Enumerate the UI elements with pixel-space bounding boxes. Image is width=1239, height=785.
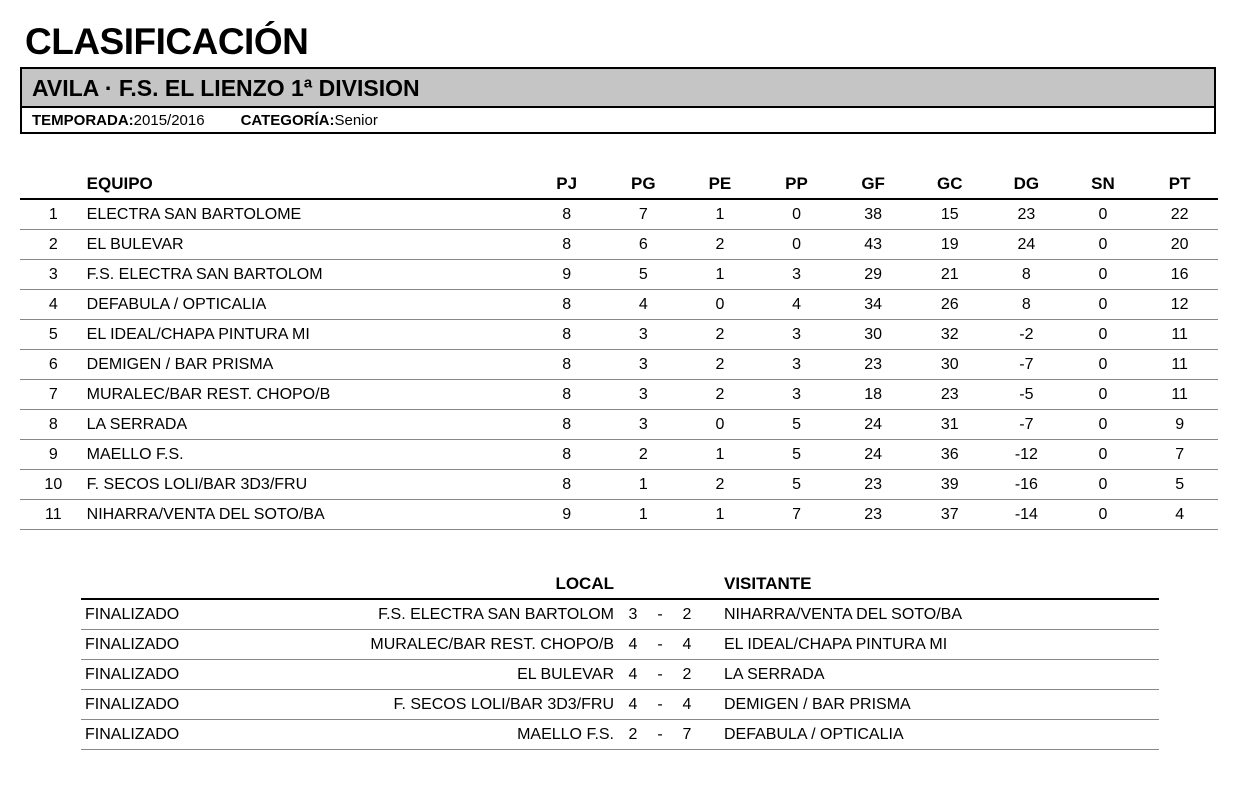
sn-cell: 0 [1065, 320, 1142, 350]
dg-cell: 23 [988, 199, 1065, 230]
visitor-team-cell: DEFABULA / OPTICALIA [706, 720, 1159, 750]
dg-cell: -5 [988, 380, 1065, 410]
status-cell: FINALIZADO [81, 630, 325, 660]
gf-cell: 30 [835, 320, 912, 350]
page-title: CLASIFICACIÓN [25, 21, 309, 62]
gf-cell: 23 [835, 500, 912, 530]
gc-cell: 21 [911, 260, 988, 290]
pe-cell: 1 [682, 440, 759, 470]
pp-cell: 3 [758, 320, 835, 350]
pt-cell: 5 [1141, 470, 1218, 500]
team-cell: ELECTRA SAN BARTOLOME [87, 199, 529, 230]
score-separator: - [652, 630, 668, 660]
visitor-score-cell: 2 [668, 599, 706, 630]
local-team-cell: F.S. ELECTRA SAN BARTOLOM [325, 599, 614, 630]
dg-cell: -16 [988, 470, 1065, 500]
dg-cell: -7 [988, 350, 1065, 380]
pe-cell: 2 [682, 350, 759, 380]
dg-cell: 8 [988, 260, 1065, 290]
table-row [20, 230, 1218, 260]
table-row [20, 199, 1218, 230]
pe-cell: 2 [682, 230, 759, 260]
sn-cell: 0 [1065, 290, 1142, 320]
visitor-team-cell: NIHARRA/VENTA DEL SOTO/BA [706, 599, 1159, 630]
pj-cell: 8 [528, 230, 605, 260]
visitor-score-cell: 7 [668, 720, 706, 750]
gc-cell: 31 [911, 410, 988, 440]
local-score-cell: 2 [614, 720, 652, 750]
pe-cell: 2 [682, 320, 759, 350]
pg-cell: 5 [605, 260, 682, 290]
category-label: CATEGORÍA: [240, 112, 335, 129]
results-table [81, 570, 1159, 750]
pg-cell: 2 [605, 440, 682, 470]
local-score-cell: 4 [614, 690, 652, 720]
position-cell: 6 [20, 350, 87, 380]
team-cell: LA SERRADA [87, 410, 529, 440]
table-row [20, 470, 1218, 500]
position-cell: 10 [20, 470, 87, 500]
results-header-row [81, 570, 1159, 599]
local-score-cell: 4 [614, 630, 652, 660]
table-row [20, 290, 1218, 320]
gc-cell: 26 [911, 290, 988, 320]
team-cell: DEFABULA / OPTICALIA [87, 290, 529, 320]
pp-cell: 5 [758, 470, 835, 500]
table-row [20, 350, 1218, 380]
standings-header-row [20, 170, 1218, 199]
league-meta [22, 108, 1214, 134]
pp-cell: 0 [758, 199, 835, 230]
gc-cell: 37 [911, 500, 988, 530]
pj-cell: 9 [528, 500, 605, 530]
pg-cell: 3 [605, 320, 682, 350]
status-header [81, 570, 325, 599]
gc-cell: 32 [911, 320, 988, 350]
table-row [20, 260, 1218, 290]
local-header: LOCAL [325, 570, 614, 599]
pe-cell: 0 [682, 410, 759, 440]
pg-cell: 7 [605, 199, 682, 230]
season-value: 2015/2016 [133, 112, 205, 129]
pg-cell: 3 [605, 350, 682, 380]
pg-cell: 6 [605, 230, 682, 260]
sn-cell: 0 [1065, 380, 1142, 410]
visitor-score-header [668, 570, 706, 599]
col-gf-header: GF [835, 170, 912, 199]
visitor-team-cell: LA SERRADA [706, 660, 1159, 690]
gf-cell: 23 [835, 470, 912, 500]
col-team-header: EQUIPO [87, 170, 529, 199]
local-team-cell: MURALEC/BAR REST. CHOPO/B [325, 630, 614, 660]
pp-cell: 3 [758, 260, 835, 290]
pp-cell: 4 [758, 290, 835, 320]
pj-cell: 8 [528, 410, 605, 440]
gc-cell: 39 [911, 470, 988, 500]
pt-cell: 20 [1141, 230, 1218, 260]
pe-cell: 1 [682, 199, 759, 230]
gc-cell: 30 [911, 350, 988, 380]
status-cell: FINALIZADO [81, 599, 325, 630]
team-cell: EL IDEAL/CHAPA PINTURA MI [87, 320, 529, 350]
pe-cell: 1 [682, 500, 759, 530]
table-row [20, 380, 1218, 410]
visitor-score-cell: 4 [668, 690, 706, 720]
pj-cell: 8 [528, 320, 605, 350]
pt-cell: 16 [1141, 260, 1218, 290]
category-value: Senior [334, 112, 378, 129]
pe-cell: 1 [682, 260, 759, 290]
pp-cell: 7 [758, 500, 835, 530]
sn-cell: 0 [1065, 260, 1142, 290]
visitor-score-cell: 2 [668, 660, 706, 690]
col-pj-header: PJ [528, 170, 605, 199]
visitor-team-cell: DEMIGEN / BAR PRISMA [706, 690, 1159, 720]
pp-cell: 3 [758, 380, 835, 410]
team-cell: EL BULEVAR [87, 230, 529, 260]
table-row [20, 500, 1218, 530]
pg-cell: 3 [605, 380, 682, 410]
match-row [81, 660, 1159, 690]
pt-cell: 4 [1141, 500, 1218, 530]
team-cell: NIHARRA/VENTA DEL SOTO/BA [87, 500, 529, 530]
pt-cell: 12 [1141, 290, 1218, 320]
status-cell: FINALIZADO [81, 720, 325, 750]
standings-table [20, 170, 1218, 530]
gf-cell: 34 [835, 290, 912, 320]
gc-cell: 15 [911, 199, 988, 230]
team-cell: MAELLO F.S. [87, 440, 529, 470]
pg-cell: 3 [605, 410, 682, 440]
sn-cell: 0 [1065, 470, 1142, 500]
gc-cell: 19 [911, 230, 988, 260]
pp-cell: 5 [758, 410, 835, 440]
pg-cell: 4 [605, 290, 682, 320]
pp-cell: 3 [758, 350, 835, 380]
visitor-team-cell: EL IDEAL/CHAPA PINTURA MI [706, 630, 1159, 660]
col-position-header [20, 170, 87, 199]
gf-cell: 38 [835, 199, 912, 230]
gc-cell: 36 [911, 440, 988, 470]
dg-cell: -2 [988, 320, 1065, 350]
gf-cell: 43 [835, 230, 912, 260]
gf-cell: 24 [835, 410, 912, 440]
position-cell: 5 [20, 320, 87, 350]
col-gc-header: GC [911, 170, 988, 199]
pt-cell: 7 [1141, 440, 1218, 470]
table-row [20, 440, 1218, 470]
match-row [81, 630, 1159, 660]
pt-cell: 11 [1141, 320, 1218, 350]
pj-cell: 8 [528, 350, 605, 380]
pj-cell: 8 [528, 470, 605, 500]
local-team-cell: EL BULEVAR [325, 660, 614, 690]
gf-cell: 24 [835, 440, 912, 470]
sn-cell: 0 [1065, 440, 1142, 470]
match-row [81, 690, 1159, 720]
col-sn-header: SN [1065, 170, 1142, 199]
sep-header [652, 570, 668, 599]
pj-cell: 8 [528, 199, 605, 230]
position-cell: 4 [20, 290, 87, 320]
sn-cell: 0 [1065, 230, 1142, 260]
pj-cell: 8 [528, 380, 605, 410]
pe-cell: 0 [682, 290, 759, 320]
sn-cell: 0 [1065, 410, 1142, 440]
team-cell: DEMIGEN / BAR PRISMA [87, 350, 529, 380]
dg-cell: 24 [988, 230, 1065, 260]
score-separator: - [652, 599, 668, 630]
dg-cell: -12 [988, 440, 1065, 470]
table-row [20, 320, 1218, 350]
gc-cell: 23 [911, 380, 988, 410]
team-cell: F. SECOS LOLI/BAR 3D3/FRU [87, 470, 529, 500]
results-body [81, 599, 1159, 750]
col-dg-header: DG [988, 170, 1065, 199]
col-pp-header: PP [758, 170, 835, 199]
score-separator: - [652, 720, 668, 750]
local-score-header [614, 570, 652, 599]
pp-cell: 0 [758, 230, 835, 260]
local-team-cell: F. SECOS LOLI/BAR 3D3/FRU [325, 690, 614, 720]
local-score-cell: 3 [614, 599, 652, 630]
position-cell: 3 [20, 260, 87, 290]
col-pt-header: PT [1141, 170, 1218, 199]
league-name: AVILA · F.S. EL LIENZO 1ª DIVISION [22, 69, 1214, 108]
status-cell: FINALIZADO [81, 660, 325, 690]
local-score-cell: 4 [614, 660, 652, 690]
score-separator: - [652, 690, 668, 720]
sn-cell: 0 [1065, 500, 1142, 530]
pt-cell: 22 [1141, 199, 1218, 230]
position-cell: 1 [20, 199, 87, 230]
season-label: TEMPORADA: [32, 112, 134, 129]
pp-cell: 5 [758, 440, 835, 470]
match-row [81, 599, 1159, 630]
dg-cell: 8 [988, 290, 1065, 320]
local-team-cell: MAELLO F.S. [325, 720, 614, 750]
gf-cell: 29 [835, 260, 912, 290]
position-cell: 9 [20, 440, 87, 470]
visitor-score-cell: 4 [668, 630, 706, 660]
team-cell: MURALEC/BAR REST. CHOPO/B [87, 380, 529, 410]
position-cell: 2 [20, 230, 87, 260]
pt-cell: 9 [1141, 410, 1218, 440]
status-cell: FINALIZADO [81, 690, 325, 720]
pt-cell: 11 [1141, 350, 1218, 380]
match-row [81, 720, 1159, 750]
sn-cell: 0 [1065, 199, 1142, 230]
pg-cell: 1 [605, 470, 682, 500]
dg-cell: -14 [988, 500, 1065, 530]
pj-cell: 8 [528, 290, 605, 320]
pg-cell: 1 [605, 500, 682, 530]
pe-cell: 2 [682, 470, 759, 500]
gf-cell: 23 [835, 350, 912, 380]
sn-cell: 0 [1065, 350, 1142, 380]
table-row [20, 410, 1218, 440]
team-cell: F.S. ELECTRA SAN BARTOLOM [87, 260, 529, 290]
visitor-header: VISITANTE [706, 570, 1159, 599]
standings-body [20, 199, 1218, 530]
pt-cell: 11 [1141, 380, 1218, 410]
league-header [20, 67, 1216, 134]
gf-cell: 18 [835, 380, 912, 410]
pj-cell: 9 [528, 260, 605, 290]
position-cell: 11 [20, 500, 87, 530]
col-pe-header: PE [682, 170, 759, 199]
position-cell: 7 [20, 380, 87, 410]
pj-cell: 8 [528, 440, 605, 470]
pe-cell: 2 [682, 380, 759, 410]
col-pg-header: PG [605, 170, 682, 199]
position-cell: 8 [20, 410, 87, 440]
score-separator: - [652, 660, 668, 690]
dg-cell: -7 [988, 410, 1065, 440]
